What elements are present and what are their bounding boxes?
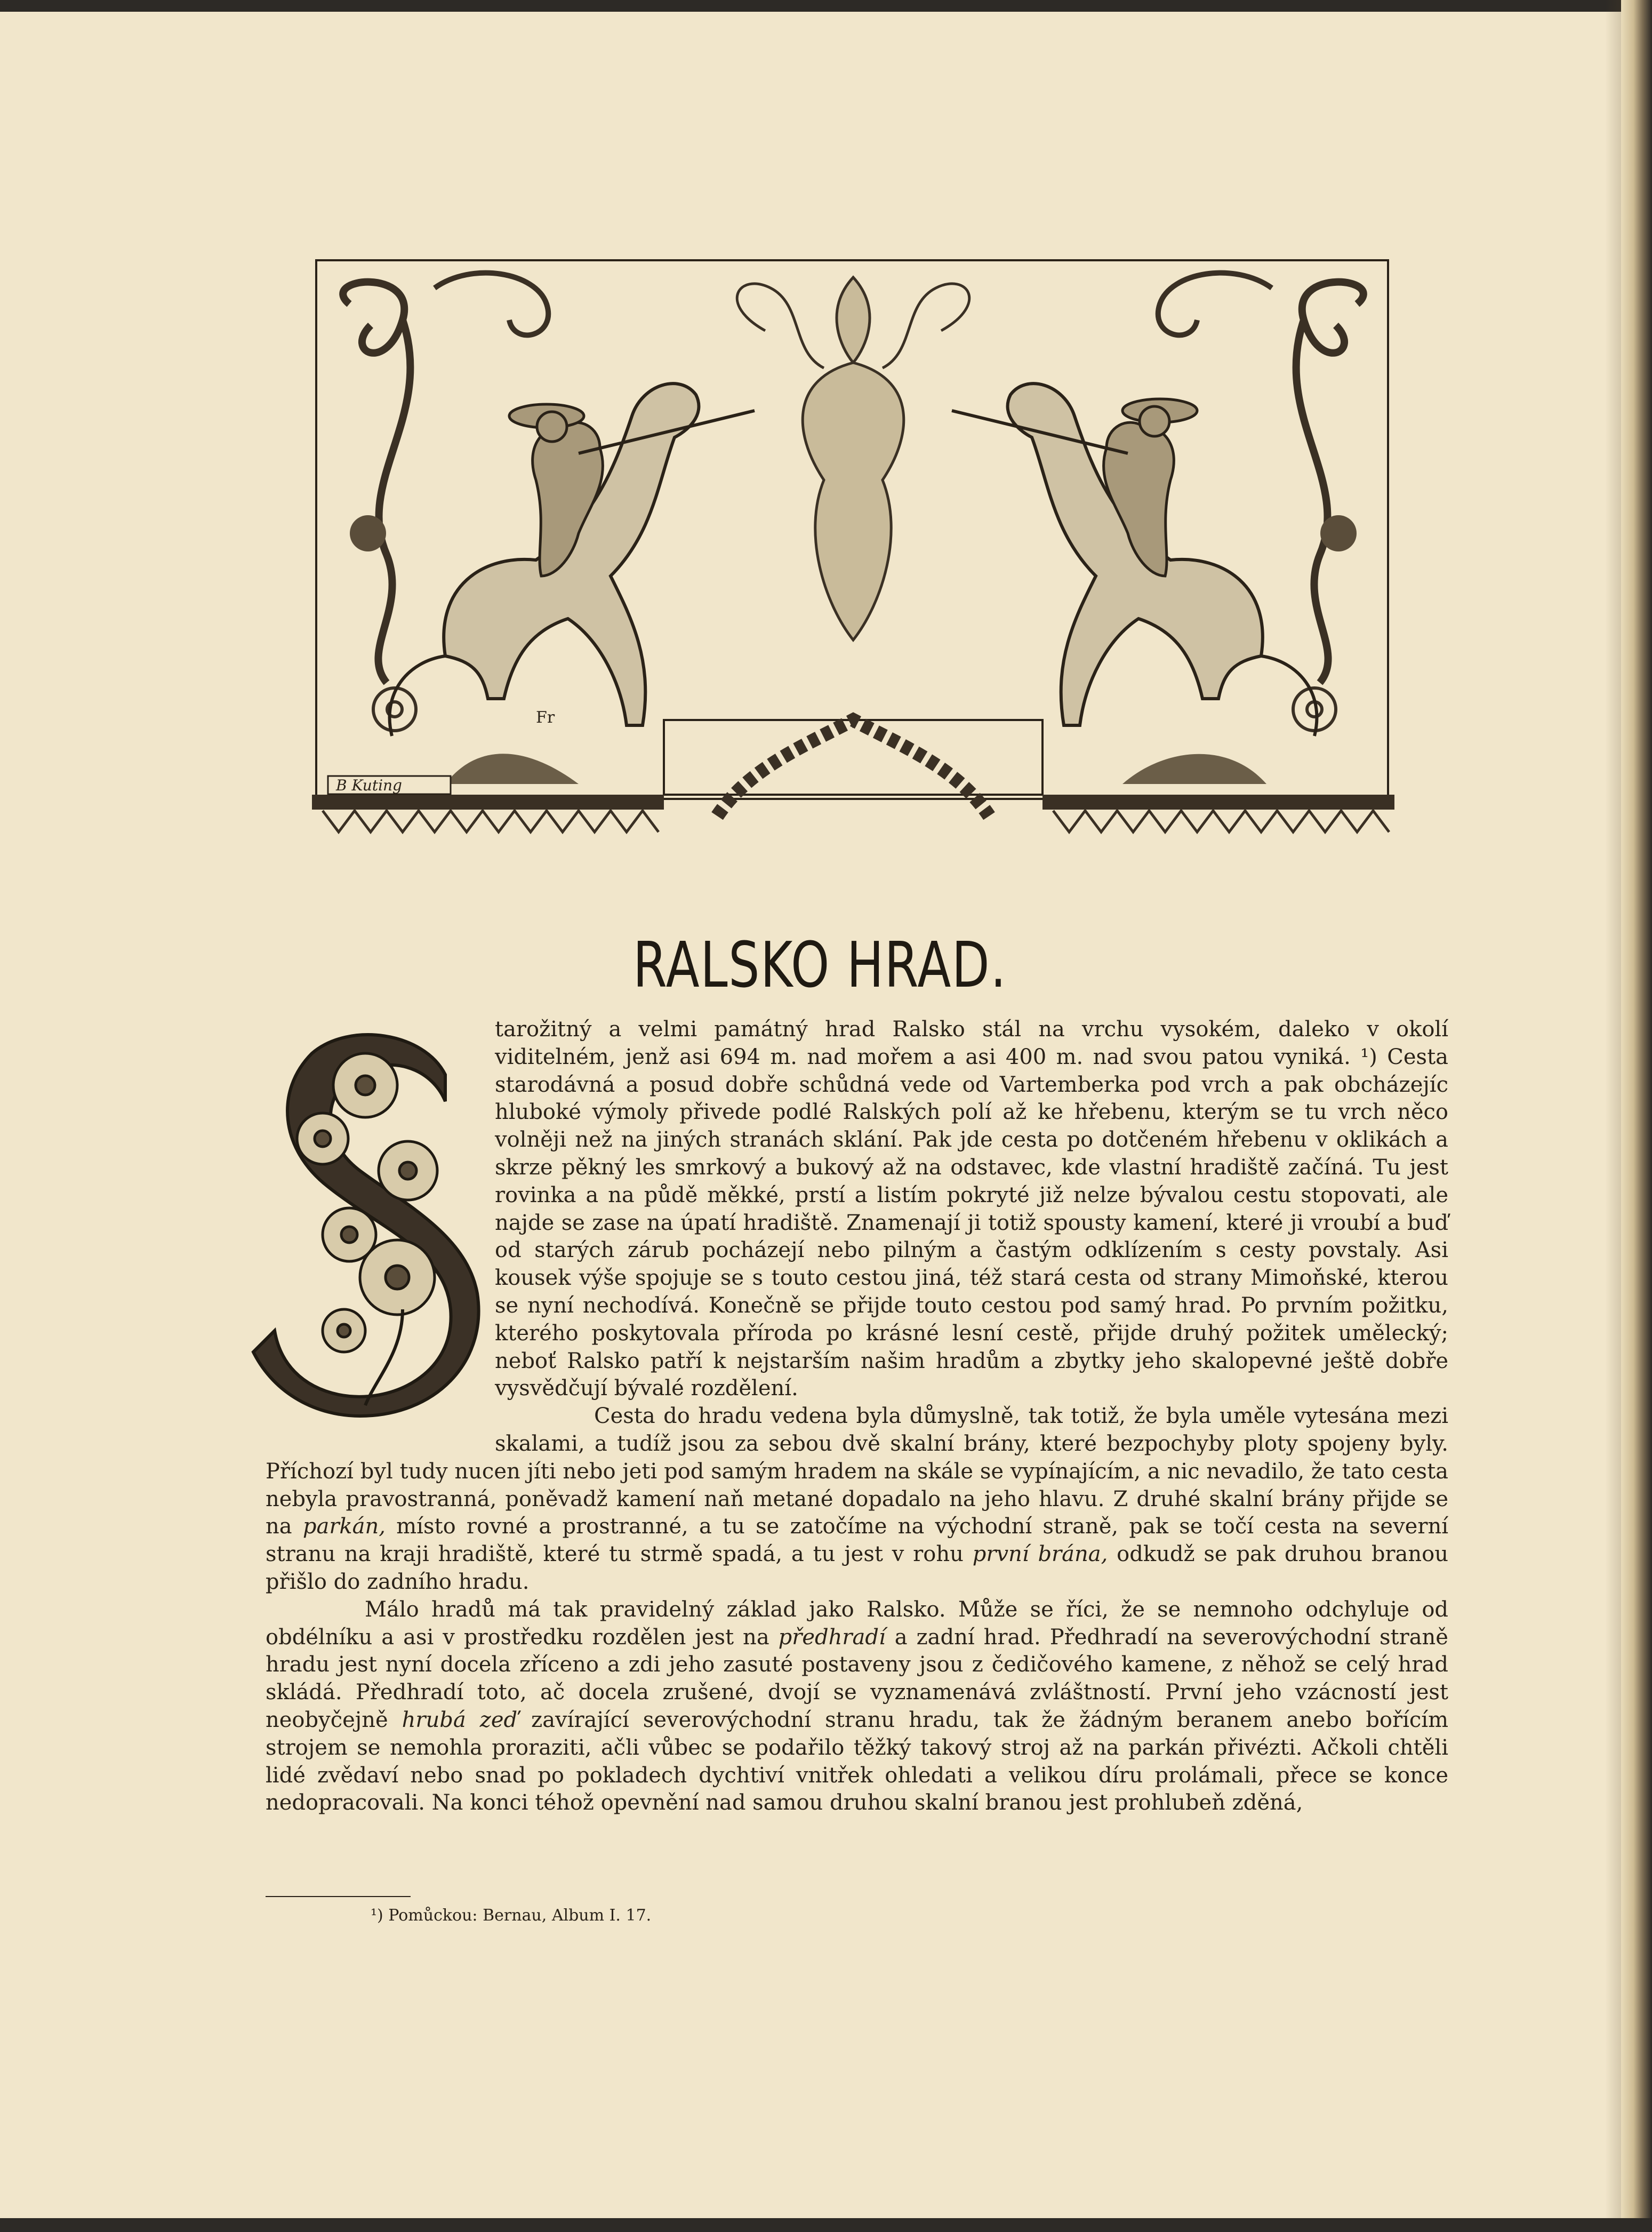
- headpiece-illustration: [312, 256, 1394, 859]
- footnote-rule: [266, 1896, 411, 1897]
- term-predhradi: předhradí: [778, 1625, 886, 1650]
- page-title: RALSKO HRAD.: [633, 928, 1007, 1002]
- paragraph-3-text-b: a zadní hrad. Předhradí na severovýchodní straně hradu jest nyní docela zříceno a zdi jeho zasuté postaveny jsou z čedičového kamene, z něhož se celý hrad skládá. Předhradí toto, ač docela zrušené, dvojí se vyznamenává zvláštností. První jeho vzácností jest neobyčejně: [266, 1625, 1448, 1732]
- page-right-edge: [1621, 0, 1652, 2232]
- page-bottom-edge: [0, 2218, 1652, 2232]
- artist-signature: B Kuting: [336, 777, 402, 794]
- page-top-edge: [0, 0, 1652, 12]
- engraver-mark: Fr: [536, 708, 555, 727]
- drop-cap-space: [260, 1016, 495, 1456]
- paragraph-1: tarožitný a velmi památný hrad Ralsko stál na vrchu vysokém, daleko v okolí viditelném, jenž asi 694 m. nad mořem a asi 400 m. nad svou patou vyniká. ¹) Cesta starodávná a posud dobře schůdná vede od Vartemberka pod vrch a pak obcházejíc hluboké výmoly přivede podlé Ralských polí až ke hřebenu, kterým se tu vrch něco volněji než na jiných stranách sklání. Pak jde cesta po dotčeném hřebenu v oklikách a skrze pěkný les smrkový a bukový až na odstavec, kde vlastní hradiště začíná. Tu jest rovinka a na půdě měkké, prstí a listím pokryté již nelze bývalou cestu stopovati, ale najde se zase na úpatí hradiště. Znamenají ji totiž spousty kamení, které ji vroubí a buď od starých zárub pocházejí nebo pilným a častým odklízením s cesty povstaly. Asi kousek výše spojuje se s touto cestou jiná, též stará cesta od strany Mimoňské, kterou se nyní nechodívá. Konečně se přijde touto cestou pod samý hrad. Po prvním požitku, kterého poskytovala příroda po krásné lesní cestě, přijde druhý požitek umělecký; neboť Ralsko patří k nejstarším našim hradům a zbytky jeho skalopevné ještě dobře vysvědčují bývalé rozdělení.: [495, 1017, 1448, 1401]
- paragraph-3-text-c: zavírající severovýchodní stranu hradu, tak že žádným beranem anebo bořícím strojem se nemohla proraziti, ačli vůbec se podařilo těžký takový stroj až na parkán přivézti. Ačkoli chtěli lidé zvědaví nebo snad po pokladech dychtiví vnitřek ohledati a velikou díru prolámali, přece se konce nedopracovali. Na konci téhož opevnění nad samou druhou skalní branou jest prohlubeň zděná,: [266, 1707, 1449, 1815]
- term-parkan: parkán,: [302, 1514, 386, 1539]
- jousting-horsemen-engraving: [312, 256, 1394, 859]
- paragraph-2-text-b: místo rovné a prostranné, a tu se zatočíme na východní straně, pak se točí cesta na severní stranu na kraji hradiště, které tu strmě spadá, a tu jest v rohu: [266, 1514, 1449, 1567]
- body-text: [266, 1016, 1448, 1817]
- paragraph-2-text-a: Cesta do hradu vedena byla důmyslně, tak totiž, že byla uměle vytesána mezi skalami, a tudíž jsou za sebou dvě skalní brány, které bezpochyby ploty spojeny byly. Příchozí byl tudy nucen jíti nebo jeti pod samým hradem na skále se vypínajícím, a nic nevadilo, že tato cesta nebyla pravostranná, poněvadž kamení naň metané dopadalo na jeho hlavu. Z druhé skalní brány přijde se na: [266, 1404, 1448, 1539]
- paragraph-2-text-c: odkudž se pak druhou branou přišlo do zadního hradu.: [266, 1542, 1449, 1594]
- term-hruba-zed: hrubá zeď: [402, 1707, 518, 1732]
- paragraph-3: [266, 1596, 1448, 1817]
- footnote: ¹) Pomůckou: Bernau, Album I. 17.: [371, 1906, 652, 1925]
- paragraph-3-text-a: Málo hradů má tak pravidelný základ jako Ralsko. Může se říci, že se nemnoho odchyluje od obdélníku a asi v prostředku rozdělen jest na: [266, 1597, 1448, 1650]
- term-prvni-brana: první brána,: [972, 1542, 1108, 1567]
